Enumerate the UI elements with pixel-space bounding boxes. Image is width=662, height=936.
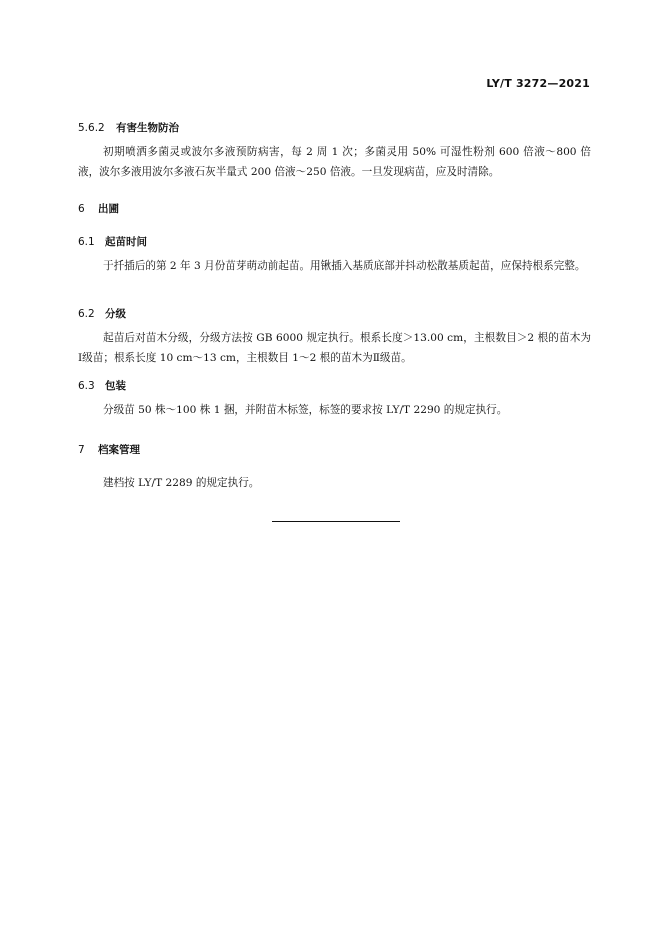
heading-7 [78,442,140,457]
heading-6-2 [78,306,126,321]
section-number: 6.2 [78,308,95,320]
section-title: 起苗时间 [105,236,147,248]
paragraph-lifting-time: 于扦插后的第 2 年 3 月份苗芽萌动前起苗。用锹插入基质底部并抖动松散基质起苗，应保持根系完整。 [103,260,586,272]
section-title: 出圃 [98,203,119,215]
document-code: LY/T 3272—2021 [486,77,590,90]
section-title: 档案管理 [98,444,140,456]
section-number: 5.6.2 [78,122,105,134]
end-of-document-rule [272,521,400,522]
section-number: 7 [78,444,85,456]
section-title: 有害生物防治 [116,122,179,134]
heading-6 [78,201,119,216]
section-title: 分级 [105,308,126,320]
section-title: 包装 [105,380,126,392]
section-number: 6.3 [78,380,95,392]
paragraph-pest-control: 初期喷洒多菌灵或波尔多液预防病害，每 2 周 1 次；多菌灵用 50% 可湿性粉剂 600 倍液～800 倍液，波尔多液用波尔多液石灰半量式 200 倍液～250 倍液。一旦发现病苗，应及时清除。 [78,146,591,178]
paragraph-packaging: 分级苗 50 株～100 株 1 捆，并附苗木标签，标签的要求按 LY/T 2290 的规定执行。 [103,404,508,416]
paragraph-records: 建档按 LY/T 2289 的规定执行。 [103,477,260,489]
heading-5-6-2 [78,120,179,135]
section-number: 6.1 [78,236,95,248]
heading-6-3 [78,378,126,393]
paragraph-grading: 起苗后对苗木分级，分级方法按 GB 6000 规定执行。根系长度＞13.00 cm，主根数目＞2 根的苗木为Ⅰ级苗；根系长度 10 cm～13 cm，主根数目 1～2 根的苗木为Ⅱ级苗。 [78,332,591,364]
section-number: 6 [78,203,85,215]
heading-6-1 [78,234,147,249]
